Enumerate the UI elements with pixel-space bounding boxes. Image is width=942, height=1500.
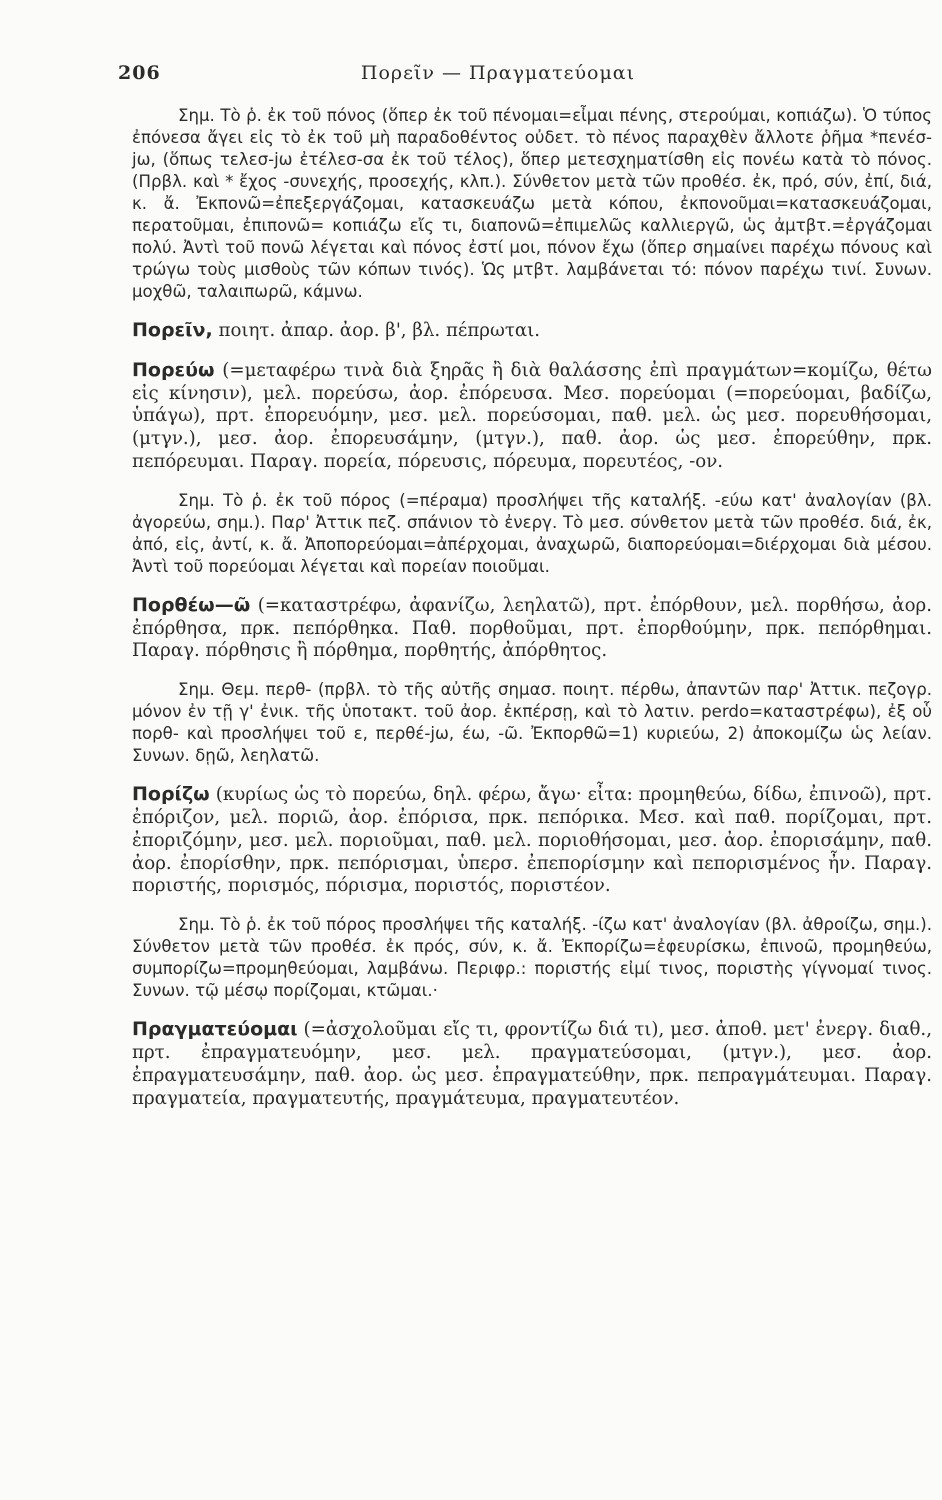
page-number: 206	[118, 62, 161, 84]
lemma-poreuo: Πορεύω	[132, 358, 215, 381]
entry-poreuo	[132, 359, 932, 474]
entry-porein-text: ποιητ. ἀπαρ. ἀορ. β', βλ. πέπρωται.	[212, 320, 541, 341]
entry-portheo	[132, 594, 932, 663]
entry-pragmateuomai	[132, 1018, 932, 1110]
entry-porein	[132, 319, 932, 343]
page-body	[132, 105, 932, 1110]
lemma-porizo: Πορίζω	[132, 783, 210, 806]
entry-poreuo-text: (=μεταφέρω τινὰ διὰ ξηρᾶς ἢ διὰ θαλάσσης ἐπὶ πραγμάτων=κομίζω, θέτω εἰς κίνησιν), μελ. πορεύσω, ἀορ. ἐπόρευσα. Μεσ. πορεύομαι (=πορεύομαι, βαδίζω, ὑπάγω), πρτ. ἐπορευόμην, μεσ. μελ. πορεύσομαι, παθ. μελ. ὡς μεσ. πορευθήσομαι, (μτγν.), μεσ. ἀορ. ἐπορευσάμην, (μτγν.), παθ. ἀορ. ὡς μεσ. ἐπορεύθην, πρκ. πεπόρευμαι. Παραγ. πορεία, πόρευσις, πόρευμα, πορευτέος, -ον.	[132, 359, 932, 472]
note-porizo: Σημ. Τὸ ῥ. ἐκ τοῦ πόρος προσλήψει τῆς καταλήξ. -ίζω κατ' ἀναλογίαν (βλ. ἀθροίζω, σημ.). Σύνθετον μετὰ τῶν προθέσ. ἐκ πρός, σύν, κ. ἄ. Ἐκπορίζω=ἐφευρίσκω, ἐπινοῶ, προμηθεύω, συμπορίζω=προμηθεύομαι, λαμβάνω. Περιφρ.: ποριστής εἰμί τινος, ποριστὴς γίγνομαί τινος. Συνων. τῷ μέσῳ πορίζομαι, κτῶμαι.·	[132, 915, 932, 1001]
lemma-porein: Πορεῖν,	[132, 319, 213, 341]
entry-pragmateuomai-text: (=ἀσχολοῦμαι εἴς τι, φροντίζω διά τι), μεσ. ἀποθ. μετ' ἐνεργ. διαθ., πρτ. ἐπραγματευόμην, μεσ. μελ. πραγματεύσομαι, (μτγν.), μεσ. ἀορ. ἐπραγματευσάμην, παθ. ἀορ. ὡς μεσ. ἐπραγματεύθην, πρκ. πεπραγμάτευμαι. Παραγ. πραγματεία, πραγματευτής, πραγμάτευμα, πραγματευτέον.	[132, 1019, 932, 1109]
running-title: Πορεῖν — Πραγματεύομαι	[360, 62, 636, 84]
entry-porizo	[132, 783, 932, 898]
note-poreuo: Σημ. Τὸ ῥ. ἐκ τοῦ πόρος (=πέραμα) προσλήψει τῆς καταλήξ. -εύω κατ' ἀναλογίαν (βλ. ἀγορεύω, σημ.). Παρ' Ἀττικ πεζ. σπάνιον τὸ ἐνεργ. Τὸ μεσ. σύνθετον μετὰ τῶν προθέσ. διά, ἐκ, ἀπό, εἰς, ἀντί, κ. ἄ. Ἀποπορεύομαι=ἀπέρχομαι, ἀναχωρῶ, διαπορεύομαι=διέρχομαι διὰ μέσου. Ἀντὶ τοῦ πορεύομαι λέγεται καὶ πορείαν ποιοῦμαι.	[132, 490, 932, 576]
note-ponos: Σημ. Τὸ ῥ. ἐκ τοῦ πόνος (ὅπερ ἐκ τοῦ πένομαι=εἶμαι πένης, στερούμαι, κοπιάζω). Ὁ τύπος ἐπόνεσα ἄγει εἰς τὸ ἐκ τοῦ μὴ παραδοθέντος οὐδετ. τὸ πένος παραχθὲν ἄλλοτε ῥῆμα *πενέσ-jω, (ὅπως τελεσ-jω ἐτέλεσ-σα ἐκ τοῦ τέλος), ὅπερ μετεσχηματίσθη εἰς πονέω κατὰ τὸ πόνος. (Πρβλ. καὶ * ἔχος -συνεχής, προσεχής, κλπ.). Σύνθετον μετὰ τῶν προθέσ. ἐκ, πρό, σύν, ἐπί, διά, κ. ἄ. Ἐκπονῶ=ἐπεξεργάζομαι, κατασκευάζω μετὰ κόπου, ἐκπονοῦμαι=κατασκευάζομαι, περατοῦμαι, ἐπιπονῶ= κοπιάζω εἴς τι, διαπονῶ=ἐπιμελῶς καλλιεργῶ, ὡς ἀμτβτ.=ἐργάζομαι πολύ. Ἀντὶ τοῦ πονῶ λέγεται καὶ πόνος ἐστί μοι, πόνον ἔχω (ὅπερ σημαίνει παρέχω πόνους καὶ τρώγω τοὺς μισθοὺς τῶν κόπων τινός). Ὡς μτβτ. λαμβάνεται τό: πόνον παρέχω τινί. Συνων. μοχθῶ, ταλαιπωρῶ, κάμνω.	[132, 106, 932, 301]
entry-portheo-text: (=καταστρέφω, ἀφανίζω, λεηλατῶ), πρτ. ἐπόρθουν, μελ. πορθήσω, ἀορ. ἐπόρθησα, πρκ. πεπόρθηκα. Παθ. πορθοῦμαι, πρτ. ἐπορθούμην, πρκ. πεπόρθημαι. Παραγ. πόρθησις ἢ πόρθημα, πορθητής, ἀπόρθητος.	[132, 594, 932, 662]
note-portheo: Σημ. Θεμ. περθ- (πρβλ. τὸ τῆς αὐτῆς σημασ. ποιητ. πέρθω, ἀπαντῶν παρ' Ἀττικ. πεζογρ. μόνον ἐν τῇ γ' ἐνικ. τῆς ὑποτακτ. τοῦ ἀορ. ἐκπέρσῃ, καὶ τὸ λατιν. perdo=καταστρέφω), ἐξ οὗ πορθ- καὶ προσλήψει τοῦ ε, περθέ-jω, έω, -ῶ. Ἐκπορθῶ=1) κυριεύω, 2) ἀποκομίζω ὡς λείαν. Συνων. δῃῶ, λεηλατῶ.	[132, 680, 932, 766]
entry-porizo-text: (κυρίως ὡς τὸ πορεύω, δηλ. φέρω, ἄγω· εἶτα: προμηθεύω, δίδω, ἐπινοῶ), πρτ. ἐπόριζον, μελ. ποριῶ, ἀορ. ἐπόρισα, πρκ. πεπόρικα. Μεσ. καὶ παθ. πορίζομαι, πρτ. ἐποριζόμην, μεσ. μελ. ποριοῦμαι, παθ. μελ. ποριοθήσομαι, μεσ. ἀορ. ἐπορισάμην, παθ. ἀορ. ἐπορίσθην, πρκ. πεπόρισμαι, ὑπερσ. ἐπεπορίσμην καὶ πεπορισμένος ἦν. Παραγ. ποριστής, πορισμός, πόρισμα, ποριστός, ποριστέον.	[132, 784, 932, 897]
lemma-portheo: Πορθέω—ῶ	[132, 593, 251, 616]
lemma-pragmateuomai: Πραγματεύομαι	[132, 1018, 298, 1041]
